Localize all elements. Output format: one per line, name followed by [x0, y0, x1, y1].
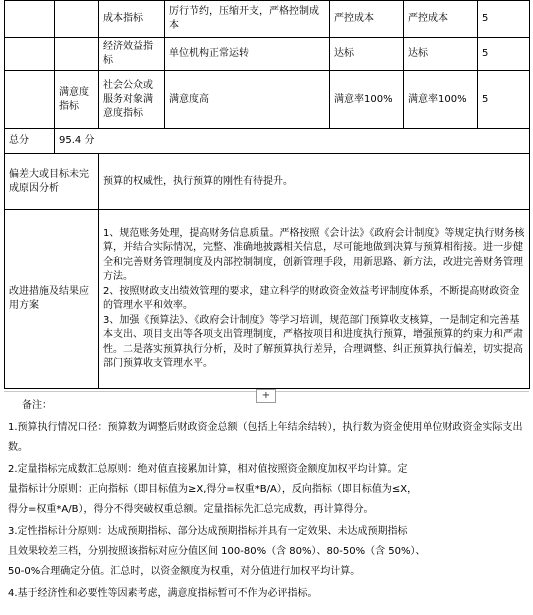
total-value: 95.4 分	[55, 129, 530, 154]
table-row	[5, 38, 530, 71]
improvement-text: 1、规范账务处理，提高财务信息质量。严格按照《会计法》《政府会计制度》等规定执行财务核算，并结合实际情况，完整、准确地披露相关信息，尽可能地做到决算与预算相衔接。进一步健全和完善财务管理制度及内部控制制度，创新管理手段，用新思路、新方法，改进完善财务管理方法。 2、按照财政支出绩效管理的要求，建立科学的财政资金效益考评制度体系，不断提高财政资金的管理水平和效率。 3、加强《预算法》、《政府会计制度》等学习培训，规范部门预算收支核算，一是制定和完善基本支出、项目支出等各项支出管理制度，严格按项目和进度执行预算，增强预算的约束力和严肃性。二是落实预算执行分析，及时了解预算执行差异，合理调整、纠正预算执行偏差，切实提高部门预算收支管理水平。	[99, 210, 530, 389]
notes-title: 备注：	[22, 400, 52, 411]
note-3-line-3: 50-0%合理确定分值。汇总时，以资金额度为权重，对分值进行加权平均计算。	[8, 566, 361, 577]
target-value-cell: 满意率100%	[330, 71, 404, 129]
improvement-row	[5, 210, 530, 389]
deviation-text: 预算的权威性，执行预算的刚性有待提升。	[99, 154, 530, 210]
target-value-cell: 达标	[330, 38, 404, 71]
note-1: 1.预算执行情况口径：预算数为调整后财政资金总额（包括上年结余结转），执行数为资金使用单位财政资金实际支出数。	[8, 422, 523, 453]
indicator-level1-cell: 满意度指标	[55, 71, 99, 129]
indicator-content-cell: 单位机构正常运转	[165, 38, 330, 71]
table-row	[5, 1, 530, 38]
note-4: 4.基于经济性和必要性等因素考虑，满意度指标暂可不作为必评指标。	[8, 588, 318, 599]
note-3-line-2: 且效果较差三档，分别按照该指标对应分值区间 100-80%（含 80%）、80-50%（含 50%）、	[8, 546, 426, 557]
plus-icon: +	[261, 390, 271, 401]
empty-cell	[5, 1, 55, 38]
total-label: 总分	[5, 129, 55, 154]
notes-section	[8, 396, 526, 604]
deviation-row	[5, 154, 530, 210]
actual-value-cell: 达标	[404, 38, 478, 71]
empty-cell	[5, 38, 55, 71]
target-value-cell: 严控成本	[330, 1, 404, 38]
indicator-name-cell: 社会公众或服务对象满意度指标	[99, 71, 165, 129]
improvement-label: 改进措施及结果应用方案	[5, 210, 99, 389]
empty-cell	[55, 1, 99, 38]
performance-table	[4, 0, 530, 389]
empty-cell	[55, 38, 99, 71]
table-row	[5, 71, 530, 129]
total-row	[5, 129, 530, 154]
score-cell: 5	[478, 1, 530, 38]
actual-value-cell: 严控成本	[404, 1, 478, 38]
note-2-line-2: 量指标计分原则：正向指标（即目标值为≥X,得分=权重*B/A），反向指标（即目标值为≤X，	[8, 484, 418, 495]
empty-cell	[5, 71, 55, 129]
note-2-line-3: 得分=权重*A/B），得分不得突破权重总额。定量指标先汇总完成数，再计算得分。	[8, 504, 374, 515]
score-cell: 5	[478, 38, 530, 71]
indicator-content-cell: 满意度高	[165, 71, 330, 129]
note-2-line-1: 2.定量指标完成数汇总原则：绝对值直接累加计算，相对值按照资金额度加权平均计算。定	[8, 464, 408, 475]
indicator-name-cell: 经济效益指标	[99, 38, 165, 71]
note-3-line-1: 3.定性指标计分原则：达成预期指标、部分达成预期指标并具有一定效果、未达成预期指标	[8, 526, 408, 537]
actual-value-cell: 满意率100%	[404, 71, 478, 129]
score-cell: 5	[478, 71, 530, 129]
indicator-content-cell: 厉行节约，压缩开支，严格控制成本	[165, 1, 330, 38]
indicator-name-cell: 成本指标	[99, 1, 165, 38]
deviation-label: 偏差大或目标未完成原因分析	[5, 154, 99, 210]
